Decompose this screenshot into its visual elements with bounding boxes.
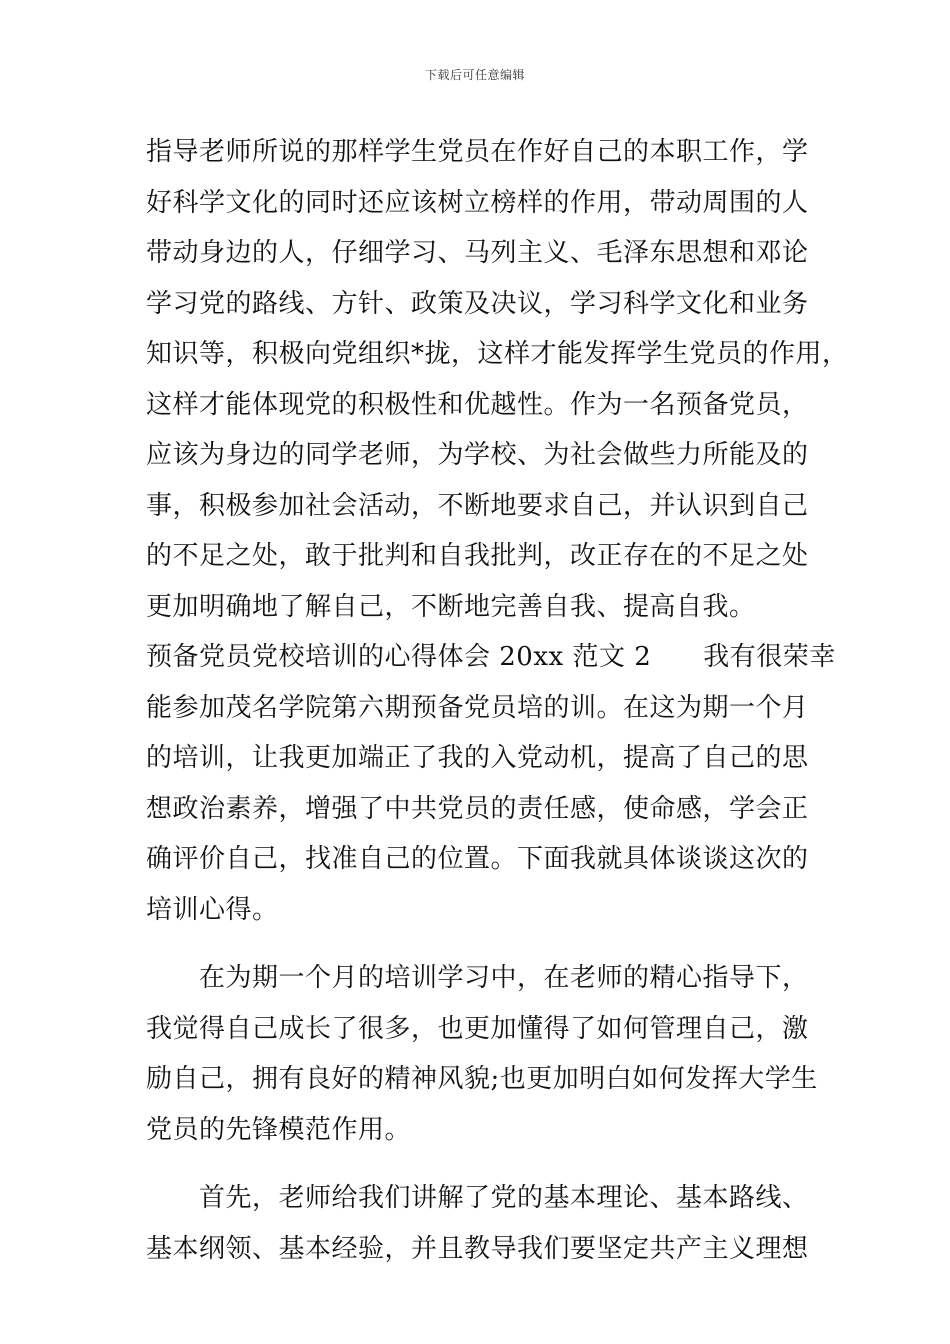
paragraph-first-line: 在为期一个月的培训学习中，在老师的精心指导下， — [199, 963, 809, 993]
text-line: 能参加茂名学院第六期预备党员培的训。在这为期一个月 — [146, 692, 809, 723]
text-line: 我觉得自己成长了很多，也更加懂得了如何管理自己，激 — [146, 1013, 809, 1044]
text-line: 的培训，让我更加端正了我的入党动机，提高了自己的思 — [146, 743, 809, 773]
text-line: 带动身边的人，仔细学习、马列主义、毛泽东思想和邓论 — [146, 238, 809, 268]
document-body — [146, 127, 849, 1274]
text-line: 事，积极参加社会活动，不断地要求自己，并认识到自己 — [146, 490, 809, 521]
page-header: 下载后可任意编辑 — [424, 68, 525, 82]
text-line: 确评价自己，找准自己的位置。下面我就具体谈谈这次的 — [146, 844, 809, 874]
text-line: 党员的先锋模范作用。 — [146, 1114, 412, 1145]
text-line: 的不足之处，敢于批判和自我批判，改正存在的不足之处 — [146, 541, 809, 571]
text-line: 基本纲领、基本经验，并且教导我们要坚定共产主义理想 — [146, 1233, 809, 1264]
text-line: 指导老师所说的那样学生党员在作好自己的本职工作，学 — [146, 137, 809, 167]
text-line: 想政治素养，增强了中共党员的责任感，使命感，学会正 — [146, 793, 809, 824]
text-line: 好科学文化的同时还应该树立榜样的作用，带动周围的人 — [146, 187, 809, 218]
text-line: 这样才能体现党的积极性和优越性。作为一名预备党员， — [146, 389, 809, 420]
text-line: 应该为身边的同学老师，为学校、为社会做些力所能及的 — [146, 440, 809, 470]
section-title-line — [146, 632, 836, 683]
text-line: 培训心得。 — [146, 894, 279, 925]
text-line: 更加明确地了解自己，不断地完善自我、提高自我。 — [146, 591, 756, 622]
section-title-continuation: 我有很荣幸 — [703, 642, 836, 672]
text-line: 知识等，积极向党组织*拢，这样才能发挥学生党员的作用， — [146, 339, 849, 369]
paragraph-first-line: 首先，老师给我们讲解了党的基本理论、基本路线、 — [199, 1183, 809, 1213]
section-title: 预备党员党校培训的心得体会 20xx 范文 2 — [146, 642, 652, 672]
text-line: 励自己，拥有良好的精神风貌;也更加明白如何发挥大学生 — [146, 1064, 818, 1094]
text-line: 学习党的路线、方针、政策及决议，学习科学文化和业务 — [146, 288, 809, 319]
